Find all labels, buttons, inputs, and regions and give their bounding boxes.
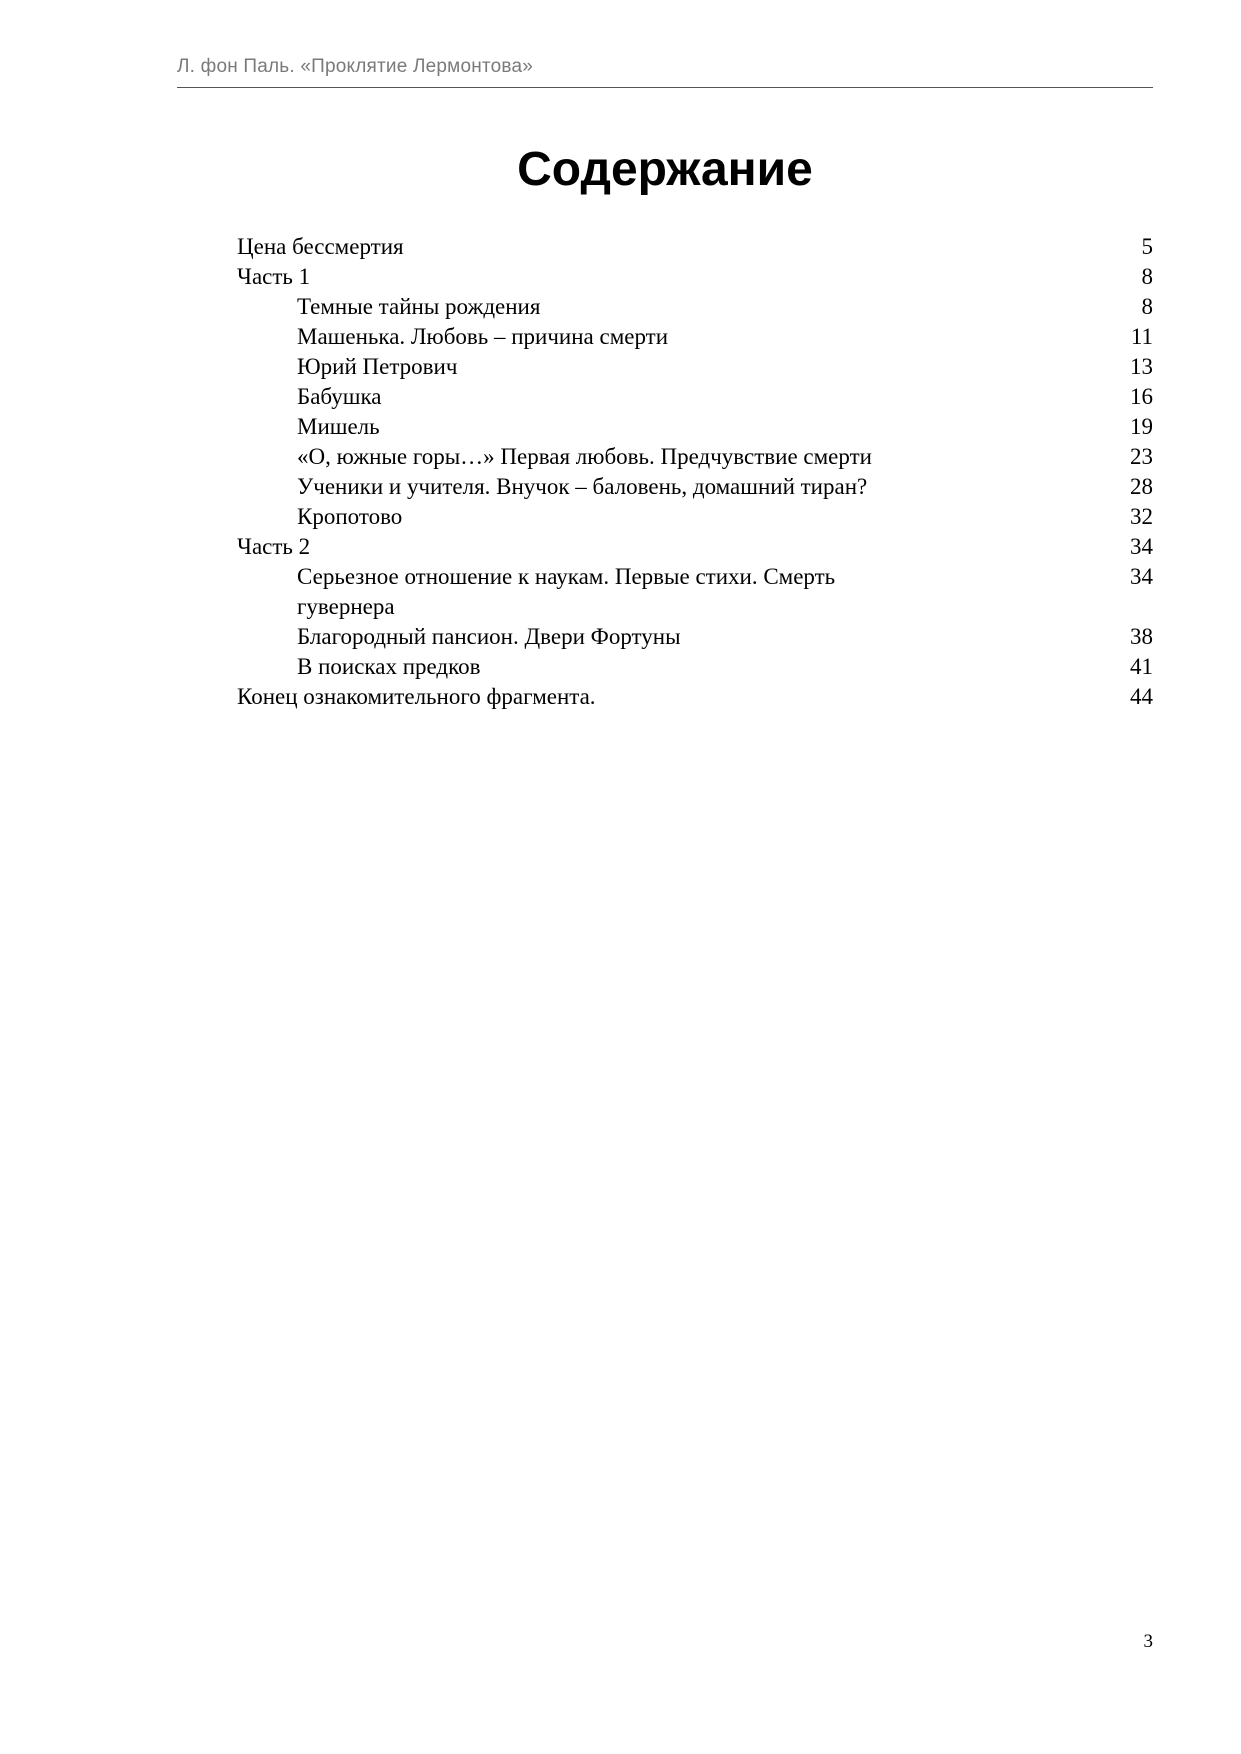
toc-entry[interactable] (237, 502, 1153, 532)
toc-entry-title: Темные тайны рождения (297, 294, 541, 319)
toc-entry[interactable] (237, 292, 1153, 322)
toc-entry-title: Кропотово (297, 504, 403, 529)
toc-entry[interactable] (237, 562, 1153, 622)
toc-entry-title: Юрий Петрович (297, 354, 458, 379)
toc-entry-page: 34 (1130, 534, 1153, 559)
toc-entry[interactable] (237, 442, 1153, 472)
toc-entry-title: Благородный пансион. Двери Фортуны (297, 624, 681, 649)
running-header: Л. фон Паль. «Проклятие Лермонтова» (177, 56, 533, 77)
toc-entry-title: В поисках предков (297, 654, 481, 679)
toc-entry-page: 41 (1130, 654, 1153, 679)
toc-entry-page: 44 (1130, 684, 1153, 709)
toc-entry[interactable] (237, 322, 1153, 352)
toc-entry-title: Мишель (297, 414, 380, 439)
toc-entry-title: Часть 2 (237, 534, 311, 559)
toc-entry-page: 11 (1130, 324, 1153, 349)
toc-entry[interactable] (237, 382, 1153, 412)
toc-entry-title: «О, южные горы…» Первая любовь. Предчувствие смерти (297, 444, 872, 469)
toc-entry-page: 16 (1130, 384, 1153, 409)
toc-entry-title: Цена бессмертия (237, 234, 404, 259)
toc-entry-page: 19 (1130, 414, 1153, 439)
toc-title: Содержание (517, 143, 813, 196)
toc-entry-page: 28 (1130, 474, 1153, 499)
toc-entry-page: 5 (1141, 234, 1153, 259)
toc-entry[interactable] (237, 472, 1153, 502)
header-rule (177, 87, 1153, 88)
toc-entry-title: Ученики и учителя. Внучок – баловень, домашний тиран? (297, 474, 868, 499)
toc-entry-title: Бабушка (297, 384, 382, 409)
toc-entry[interactable] (237, 532, 1153, 562)
toc-entry-page: 38 (1130, 624, 1153, 649)
toc-entry[interactable] (237, 682, 1153, 712)
toc-entry-title: Машенька. Любовь – причина смерти (297, 324, 669, 349)
toc-entry-page: 34 (1130, 564, 1153, 589)
toc-entry-page: 23 (1130, 444, 1153, 469)
toc-entry-page: 13 (1130, 354, 1153, 379)
toc-entry[interactable] (237, 412, 1153, 442)
page-number: 3 (1143, 1631, 1153, 1652)
toc-entry[interactable] (237, 352, 1153, 382)
toc-entry-page: 8 (1141, 264, 1153, 289)
toc-entry-title: Серьезное отношение к наукам. Первые стихи. Смерть гувернера (297, 564, 836, 619)
toc-entry-page: 32 (1130, 504, 1153, 529)
toc-entry[interactable] (237, 652, 1153, 682)
toc-list (237, 232, 1153, 712)
toc-entry[interactable] (237, 622, 1153, 652)
toc-entry-title: Конец ознакомительного фрагмента. (237, 684, 596, 709)
toc-entry[interactable] (237, 262, 1153, 292)
toc-entry-page: 8 (1141, 294, 1153, 319)
toc-entry-title: Часть 1 (237, 264, 311, 289)
toc-entry[interactable] (237, 232, 1153, 262)
